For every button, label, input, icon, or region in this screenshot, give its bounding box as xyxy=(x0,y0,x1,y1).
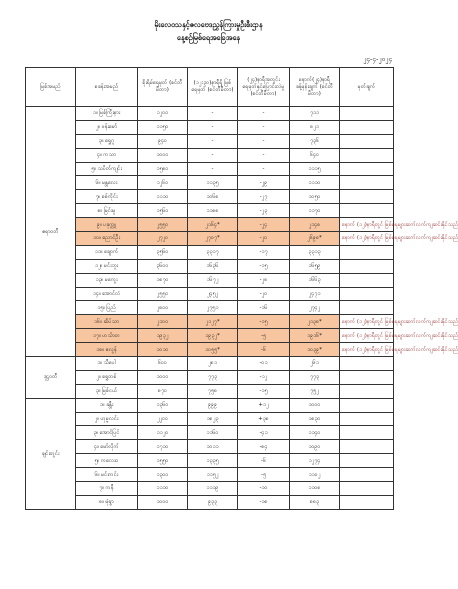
level-change-cell: -၅ xyxy=(238,468,290,482)
forecast-level-cell: ၂၄၇၁ xyxy=(290,287,340,301)
forecast-level-cell: ၁၀၅၀ xyxy=(290,190,340,204)
forecast-level-cell: ၈၈၃ xyxy=(290,495,340,509)
station-name-cell: ၄။ ကသာ xyxy=(76,148,138,162)
danger-level-cell: ၃၅၆၀ xyxy=(138,245,188,259)
danger-level-cell: ၂၈၀၀ xyxy=(138,301,188,315)
table-row xyxy=(26,370,394,384)
station-name-cell: ၁။ သီပေါ xyxy=(76,357,138,371)
danger-level-cell: ၆၀၀ xyxy=(138,357,188,371)
current-level-cell: ၁၉၃၂* xyxy=(188,329,238,343)
station-name-cell: ၁၈။ ဇလွန် xyxy=(76,343,138,357)
station-name-cell: ၁။ မြစ်ကြီးနား xyxy=(76,107,138,121)
current-level-cell: ၁၆၇၂ xyxy=(188,273,238,287)
report-subtitle: နေ့စဉ်မြစ်ရေအခြေအနေ xyxy=(176,33,241,42)
remark-cell xyxy=(340,398,394,412)
column-header-station: စခန်းအမည် xyxy=(76,68,138,107)
table-row xyxy=(26,273,394,287)
danger-level-cell: ၂၁၀၀ xyxy=(138,315,188,329)
station-name-cell: ၁၁။ ချောက် xyxy=(76,245,138,259)
forecast-level-cell: ၇၅၂ xyxy=(290,384,340,398)
table-row xyxy=(26,232,394,246)
forecast-level-cell: ၆၄၀ xyxy=(290,148,340,162)
remark-cell xyxy=(340,245,394,259)
danger-level-cell: ၁၁၅၀ xyxy=(138,120,188,134)
danger-level-cell: ၂၂၀၀ xyxy=(138,412,188,426)
report-date: ၂၄-၄-၂၀၂၄ xyxy=(363,55,392,63)
danger-level-cell: ၁၅၈၀ xyxy=(138,162,188,176)
level-change-cell: -၁၀ xyxy=(238,482,290,496)
current-level-cell: - xyxy=(188,120,238,134)
table-row xyxy=(26,134,394,148)
current-level-cell: ၂၇၅၁ xyxy=(188,301,238,315)
danger-level-cell: ၁၀၁၀ xyxy=(138,343,188,357)
danger-level-cell: ၁၅၅၀ xyxy=(138,454,188,468)
remark-cell xyxy=(340,259,394,273)
danger-level-cell: ၈၇၀ xyxy=(138,384,188,398)
table-row xyxy=(26,343,394,357)
table-row xyxy=(26,287,394,301)
table-row xyxy=(26,440,394,454)
danger-level-cell: ၁၇၁၀ xyxy=(138,440,188,454)
remark-cell xyxy=(340,162,394,176)
current-level-cell: ၇၇၃ xyxy=(188,370,238,384)
danger-level-cell: ၂၅၅၀ xyxy=(138,218,188,232)
table-row xyxy=(26,384,394,398)
table-row xyxy=(26,245,394,259)
forecast-level-cell: ၃၃၁၃ xyxy=(290,245,340,259)
current-level-cell: ၁၁၁၉ xyxy=(188,482,238,496)
remark-cell xyxy=(340,107,394,121)
forecast-level-cell: ၁၁၁၅ xyxy=(290,162,340,176)
forecast-level-cell: ၈၂၁ xyxy=(290,120,340,134)
table-row xyxy=(26,482,394,496)
river-name-cell: ဧရာဝတီ xyxy=(26,107,76,357)
level-change-cell: -၈၄ xyxy=(238,440,290,454)
danger-level-cell: ၁၁၂၀ xyxy=(138,426,188,440)
station-name-cell: ၇။ ကနီ xyxy=(76,482,138,496)
station-name-cell: ၁၆။ ဆိပ်သာ xyxy=(76,315,138,329)
table-header-row xyxy=(26,68,394,107)
remark-cell xyxy=(340,384,394,398)
danger-level-cell: ၁၂၆၀ xyxy=(138,176,188,190)
station-name-cell: ၁၃။ မကွေး xyxy=(76,273,138,287)
station-name-cell: ၈။ မြင်းမူ xyxy=(76,204,138,218)
danger-level-cell: ၁၃၆၀ xyxy=(138,398,188,412)
station-name-cell: ၂။ ဗန်းမော် xyxy=(76,120,138,134)
table-row xyxy=(26,176,394,190)
current-level-cell: - xyxy=(188,134,238,148)
danger-level-cell: ၉၄၀ xyxy=(138,134,188,148)
current-level-cell: ၂၈၁ xyxy=(188,357,238,371)
current-level-cell: ၁၁၃၅ xyxy=(188,176,238,190)
current-level-cell: ၁၁၈၈ xyxy=(188,204,238,218)
table-body xyxy=(26,107,458,510)
table-row xyxy=(26,107,394,121)
station-name-cell: ၃။ အောင်ပြင် xyxy=(76,426,138,440)
level-change-cell: -၁၅ xyxy=(238,315,290,329)
station-name-cell: ၈။ မုံရွာ xyxy=(76,495,138,509)
level-change-cell: -၁၅ xyxy=(238,259,290,273)
forecast-level-cell: ၂၁၃၈* xyxy=(290,315,340,329)
river-name-cell: ချင်းတွင်း xyxy=(26,398,76,509)
danger-level-cell: ၁၉၃၂ xyxy=(138,329,188,343)
table-row xyxy=(26,162,394,176)
current-level-cell: ၇၅၈ xyxy=(188,384,238,398)
station-name-cell: ၃။ ရွှေဂူ xyxy=(76,134,138,148)
table-row xyxy=(26,412,394,426)
forecast-level-cell: ၁၆၆၃ xyxy=(290,273,340,287)
current-level-cell: ၁၈၂၃ xyxy=(188,412,238,426)
forecast-level-cell: ၂၇၄၂ xyxy=(290,301,340,315)
level-change-cell: - xyxy=(238,107,290,121)
remark-cell: နောက် (၁၂)နာရီတွင် မြစ်ရေများဆက်လက်ကျဆင်းနိုင်သည် xyxy=(340,315,394,329)
forecast-level-cell: ၁၁၇၀ xyxy=(290,204,340,218)
remark-cell xyxy=(340,120,394,134)
station-name-cell: ၂။ ဟုမ္မလင်း xyxy=(76,412,138,426)
danger-level-cell: ၁၃၀၀ xyxy=(138,468,188,482)
level-change-cell: -၅ xyxy=(238,329,290,343)
current-level-cell: - xyxy=(188,162,238,176)
table-row xyxy=(26,357,394,371)
station-name-cell: ၁၄။ အောင်လံ xyxy=(76,287,138,301)
table-row xyxy=(26,454,394,468)
table-row xyxy=(26,329,394,343)
current-level-cell: ၁၆၃၆ xyxy=(188,259,238,273)
remark-cell xyxy=(340,482,394,496)
station-name-cell: ၅။ သပိတ်ကျင်း xyxy=(76,162,138,176)
level-change-cell: -၁၂ xyxy=(238,370,290,384)
level-change-cell: - xyxy=(238,148,290,162)
remark-cell xyxy=(340,190,394,204)
table-row xyxy=(26,148,394,162)
level-change-cell: -၂၀ xyxy=(238,287,290,301)
station-name-cell: ၃။ မြစ်ငယ် xyxy=(76,384,138,398)
level-change-cell: -၂၄ xyxy=(238,218,290,232)
danger-level-cell: ၃၆၀၀ xyxy=(138,259,188,273)
forecast-level-cell: ၁၁၄၀ xyxy=(290,426,340,440)
forecast-level-cell: ၁၁၀၈ xyxy=(290,482,340,496)
remark-cell xyxy=(340,134,394,148)
level-change-cell: -၆ xyxy=(238,343,290,357)
danger-level-cell: ၂၅၅၀ xyxy=(138,287,188,301)
table-row xyxy=(26,120,394,134)
remark-cell: နောက် (၁၂)နာရီတွင် မြစ်ရေများဆက်လက်ကျဆင်းနိုင်သည် xyxy=(340,329,394,343)
column-header-change: (၂၄)နာရီအတွင်း ရေမှတ်နှင့်ပြောင်းလဲမှု (စင်တီမီတာ) xyxy=(238,68,290,107)
level-change-cell: -၂၈ xyxy=(238,273,290,287)
report-title: မိုးလေဝသနှင့်ဇလဗေဒညွှန်ကြားမှုဦးစီးဌာန xyxy=(154,20,263,29)
remark-cell xyxy=(340,287,394,301)
column-header-river: မြစ်အမည် xyxy=(26,68,76,107)
forecast-level-cell: ၁၈၃၀ xyxy=(290,412,340,426)
forecast-level-cell: ၁၀၃၉* xyxy=(290,343,340,357)
danger-level-cell: ၁၁၁၀ xyxy=(138,482,188,496)
remark-cell xyxy=(340,301,394,315)
current-level-cell: ၂၇၀၇* xyxy=(188,232,238,246)
forecast-level-cell: ၁၉၁၆* xyxy=(290,329,340,343)
column-header-danger-level: စိုးရိမ်ရေမှတ် (စင်တီမီတာ) xyxy=(138,68,188,107)
table-row xyxy=(26,259,394,273)
station-name-cell: ၆။ မင်းကင်း xyxy=(76,468,138,482)
table-row xyxy=(26,190,394,204)
current-level-cell: ၂၁၂၇* xyxy=(188,315,238,329)
station-name-cell: ၁၀။ ညောင်ဦး xyxy=(76,232,138,246)
current-level-cell: - xyxy=(188,107,238,121)
forecast-level-cell: ၁၆၅၉ xyxy=(290,259,340,273)
level-change-cell: -၁၆ xyxy=(238,301,290,315)
current-level-cell: ၉၃၃ xyxy=(188,495,238,509)
danger-level-cell: ၁၁၁၀ xyxy=(138,190,188,204)
station-name-cell: ၇။ စစ်ကိုင်း xyxy=(76,190,138,204)
station-name-cell: ၁။ ခန္တီး xyxy=(76,398,138,412)
table-row xyxy=(26,204,394,218)
forecast-level-cell: ၁၁၀၂ xyxy=(290,468,340,482)
remark-cell: နောက် (၁၂)နာရီတွင် မြစ်ရေများဆက်လက်ကျဆင်းနိုင်သည် xyxy=(340,343,394,357)
station-name-cell: ၂။ ရွှေတစ် xyxy=(76,370,138,384)
current-level-cell: ၁၀၁၁ xyxy=(188,440,238,454)
danger-level-cell: ၁၂၀၀ xyxy=(138,107,188,121)
table-row xyxy=(26,468,394,482)
danger-level-cell: ၁၀၀၀ xyxy=(138,370,188,384)
forecast-level-cell: ၁၂၇၄ xyxy=(290,454,340,468)
remark-cell xyxy=(340,495,394,509)
current-level-cell: ၂၄၅၂ xyxy=(188,287,238,301)
level-change-cell: -၂၉ xyxy=(238,176,290,190)
forecast-level-cell: ၁၁၁၀ xyxy=(290,176,340,190)
level-change-cell: -၂၃ xyxy=(238,204,290,218)
forecast-level-cell: ၇၁၁ xyxy=(290,107,340,121)
station-name-cell: ၁၇။ ဟင်္သာတ xyxy=(76,329,138,343)
table-row xyxy=(26,315,394,329)
river-level-table xyxy=(25,67,458,510)
station-name-cell: ၅။ ကလေးဝ xyxy=(76,454,138,468)
level-change-cell: - xyxy=(238,134,290,148)
forecast-level-cell: ၁၀၉၀ xyxy=(290,440,340,454)
danger-level-cell: ၁၀၀၀ xyxy=(138,148,188,162)
forecast-level-cell: ၂၁၄၈ xyxy=(290,218,340,232)
level-change-cell: -၂၀ xyxy=(238,232,290,246)
level-change-cell: +၃၈ xyxy=(238,412,290,426)
forecast-level-cell: ၁၀၀၀ xyxy=(290,398,340,412)
forecast-level-cell: ၇၃၆ xyxy=(290,134,340,148)
danger-level-cell: ၁၈၇၀ xyxy=(138,273,188,287)
level-change-cell: - xyxy=(238,162,290,176)
forecast-level-cell: ၂၆၉၈* xyxy=(290,232,340,246)
current-level-cell: ၁၀၆၈ xyxy=(188,190,238,204)
river-name-cell: ဒုဋ္ဌဝတီ xyxy=(26,357,76,399)
column-header-forecast: နောက်(၂၄)နာရီ ခန့်မှန်းချက် (စင်တီမီတာ) xyxy=(290,68,340,107)
level-change-cell: -၆ xyxy=(238,454,290,468)
current-level-cell: ၁၀၅၅* xyxy=(188,343,238,357)
station-name-cell: ၉။ ပခုက္ကူ xyxy=(76,218,138,232)
remark-cell xyxy=(340,148,394,162)
level-change-cell: - xyxy=(238,120,290,134)
table-row xyxy=(26,426,394,440)
remark-cell xyxy=(340,468,394,482)
remark-cell xyxy=(340,176,394,190)
remark-cell: နောက် (၁၂)နာရီတွင် မြစ်ရေများဆက်လက်ကျဆင်းနိုင်သည် xyxy=(340,218,394,232)
level-change-cell: -၁၈ xyxy=(238,495,290,509)
level-change-cell: -၄၁ xyxy=(238,426,290,440)
current-level-cell: ၁၁၅၂ xyxy=(188,468,238,482)
remark-cell xyxy=(340,440,394,454)
remark-cell xyxy=(340,412,394,426)
level-change-cell: -၁၅ xyxy=(238,384,290,398)
level-change-cell: -၁၇ xyxy=(238,245,290,259)
remark-cell xyxy=(340,204,394,218)
level-change-cell: -၂၇ xyxy=(238,190,290,204)
level-change-cell: +၁၂ xyxy=(238,398,290,412)
level-change-cell: -၀၁ xyxy=(238,357,290,371)
remark-cell xyxy=(340,357,394,371)
forecast-level-cell: ၇၇၃ xyxy=(290,370,340,384)
column-header-remark: မှတ်ချက် xyxy=(340,68,394,107)
current-level-cell: ၁၃၃၅ xyxy=(188,454,238,468)
remark-cell xyxy=(340,370,394,384)
table-row xyxy=(26,301,394,315)
station-name-cell: ၁၂။ မင်းဘူး xyxy=(76,259,138,273)
remark-cell xyxy=(340,454,394,468)
current-level-cell: ၃၃၁၇ xyxy=(188,245,238,259)
current-level-cell: ၂၁၆၄* xyxy=(188,218,238,232)
remark-cell xyxy=(340,426,394,440)
station-name-cell: ၆။ မန္တလေး xyxy=(76,176,138,190)
table-row xyxy=(26,495,394,509)
station-name-cell: ၁၅။ ပြည် xyxy=(76,301,138,315)
current-level-cell: ၉၉၉ xyxy=(188,398,238,412)
current-level-cell: ၁၁၆၀ xyxy=(188,426,238,440)
danger-level-cell: ၁၅၆၀ xyxy=(138,204,188,218)
danger-level-cell: ၂၇၂၀ xyxy=(138,232,188,246)
danger-level-cell: ၁၀၀၀ xyxy=(138,495,188,509)
table-row xyxy=(26,218,394,232)
station-name-cell: ၄။ မော်လိုက် xyxy=(76,440,138,454)
column-header-current-level: (၁၂:၃၀)နာရီရှိ မြစ်ရေမှတ် (စင်တီမီတာ) xyxy=(188,68,238,107)
current-level-cell: - xyxy=(188,148,238,162)
remark-cell xyxy=(340,273,394,287)
table-row xyxy=(26,398,394,412)
remark-cell: နောက် (၁၂)နာရီတွင် မြစ်ရေများဆက်လက်ကျဆင်းနိုင်သည် xyxy=(340,232,394,246)
forecast-level-cell: ၂၆၁ xyxy=(290,357,340,371)
